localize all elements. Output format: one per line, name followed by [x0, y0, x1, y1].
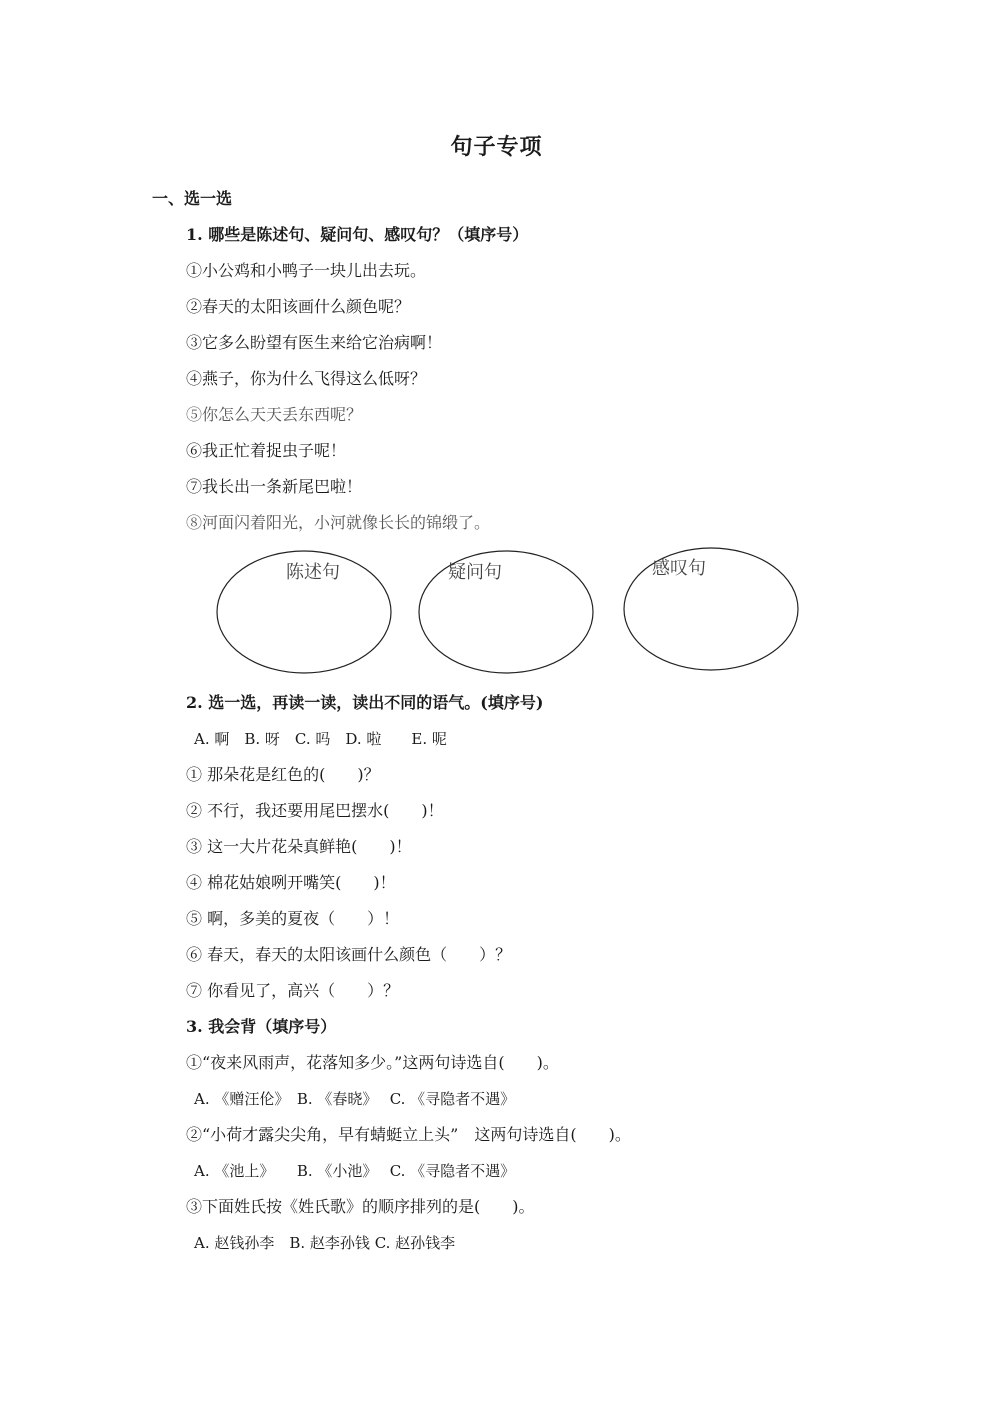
q3-item-2: ②“小荷才露尖尖角，早有蜻蜓立上头” 这两句诗选自( )。: [186, 1125, 631, 1144]
oval-label-statement: 陈述句: [286, 562, 340, 583]
sentence-1: ①小公鸡和小鸭子一块儿出去玩。: [186, 261, 427, 280]
oval-exclamation: [624, 548, 798, 670]
q2-item-3: ③ 这一大片花朵真鲜艳( )！: [186, 837, 412, 856]
section-heading: 一、选一选: [152, 189, 233, 208]
sentence-5: ⑤你怎么天天丢东西呢？: [186, 405, 363, 424]
sentence-6: ⑥我正忙着捉虫子呢！: [186, 441, 347, 460]
q3-item-3: ③下面姓氏按《姓氏歌》的顺序排列的是( )。: [186, 1197, 535, 1216]
q3-item-1: ①“夜来风雨声，花落知多少。”这两句诗选自( )。: [186, 1053, 559, 1072]
q2-item-1: ① 那朵花是红色的( )？: [186, 765, 380, 784]
question-3: 3. 我会背（填序号）: [186, 1017, 337, 1036]
q2-item-2: ② 不行，我还要用尾巴摆水( )！: [186, 801, 444, 820]
oval-question: [419, 551, 593, 673]
q2-item-6: ⑥ 春天，春天的太阳该画什么颜色（ ）？: [186, 945, 512, 964]
q3-options-2: A. 《池上》 B. 《小池》 C. 《寻隐者不遇》: [194, 1162, 516, 1180]
question-1: 1. 哪些是陈述句、疑问句、感叹句？（填序号）: [186, 225, 529, 244]
q2-item-4: ④ 棉花姑娘咧开嘴笑( )！: [186, 873, 396, 892]
oval-label-question: 疑问句: [448, 562, 502, 583]
page-title: 句子专项: [450, 134, 543, 160]
oval-label-exclamation: 感叹句: [652, 558, 706, 579]
sentence-2: ②春天的太阳该画什么颜色呢？: [186, 297, 411, 316]
sentence-8: ⑧河面闪着阳光，小河就像长长的锦缎了。: [186, 513, 491, 532]
q3-options-3: A. 赵钱孙李 B. 赵李孙钱 C. 赵孙钱李: [194, 1234, 456, 1252]
sentence-3: ③它多么盼望有医生来给它治病啊！: [186, 333, 443, 352]
q2-options: A. 啊 B. 呀 C. 吗 D. 啦 E. 呢: [194, 730, 447, 748]
question-2: 2. 选一选，再读一读，读出不同的语气。(填序号): [186, 693, 544, 712]
q2-item-7: ⑦ 你看见了，高兴（ ）？: [186, 981, 400, 1000]
q2-item-5: ⑤ 啊，多美的夏夜（ ）！: [186, 909, 400, 928]
sentence-4: ④燕子，你为什么飞得这么低呀？: [186, 369, 427, 388]
sentence-7: ⑦我长出一条新尾巴啦！: [186, 477, 363, 496]
q3-options-1: A. 《赠汪伦》 B. 《春晓》 C. 《寻隐者不遇》: [194, 1090, 516, 1108]
